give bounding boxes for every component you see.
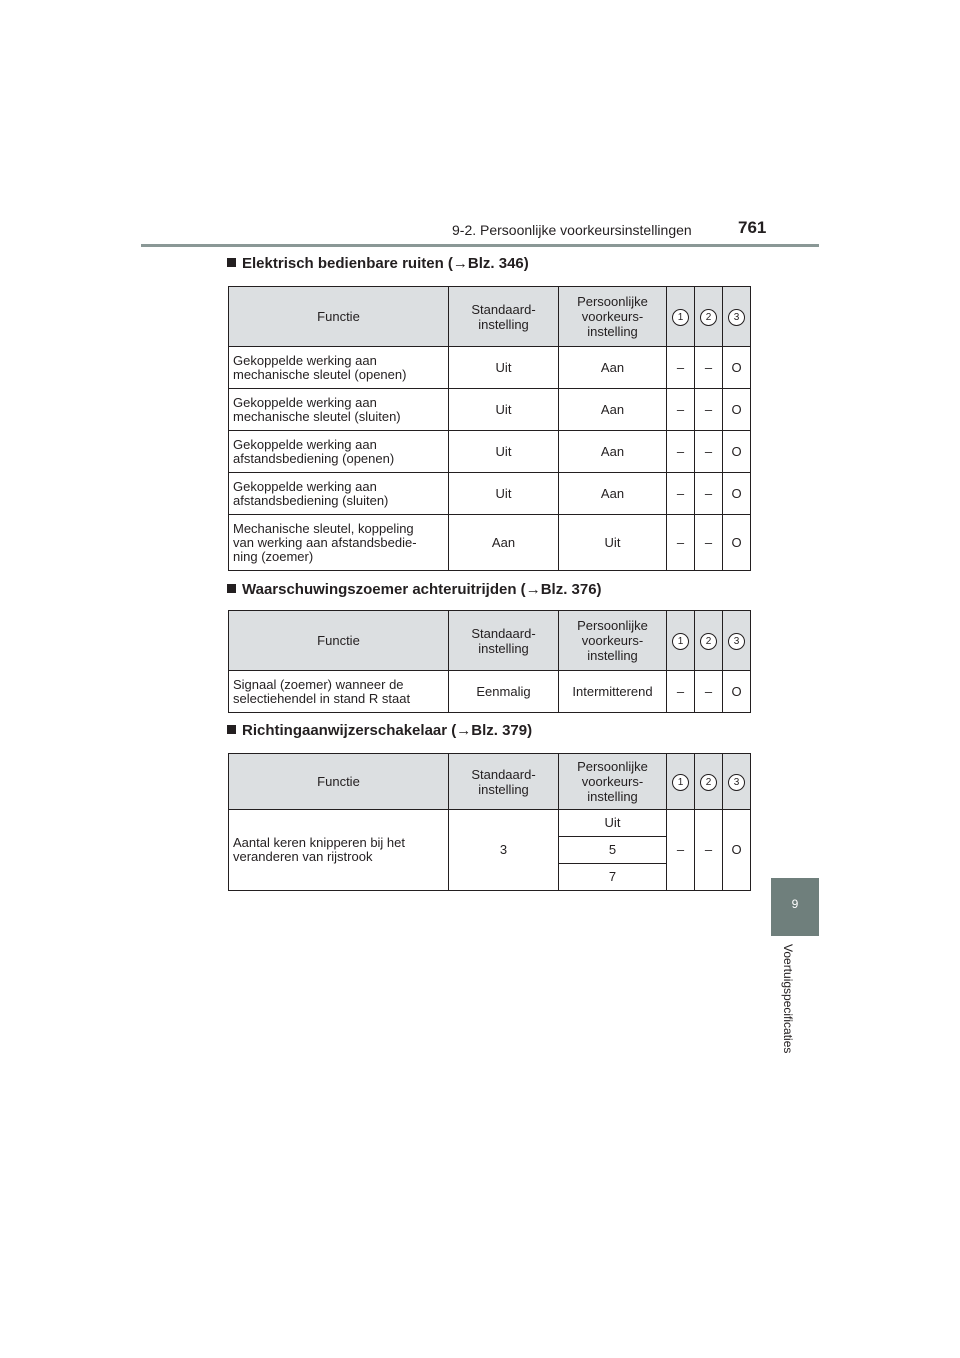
section-heading-ruiten: Elektrisch bedienbare ruiten (→Blz. 346) (227, 255, 529, 272)
page-reference-link[interactable]: Blz. 379) (471, 722, 533, 739)
table-header-row (229, 754, 751, 810)
column-header-personal: Persoonlijke voorkeurs- instelling (559, 611, 667, 671)
method-1-cell: – (667, 810, 695, 891)
personal-cell: Aan (559, 389, 667, 431)
default-cell: Uit (449, 473, 559, 515)
column-header-personal: Persoonlijke voorkeurs- instelling (559, 754, 667, 810)
method-2-cell: – (695, 810, 723, 891)
column-header-default: Standaard- instelling (449, 287, 559, 347)
chapter-number: 9 (791, 897, 799, 911)
method-3-cell: O (723, 347, 751, 389)
function-cell: Gekoppelde werking aan mechanische sleutel (sluiten) (229, 389, 449, 431)
table-row (229, 431, 751, 473)
personal-option-cell: Uit (559, 810, 667, 837)
method-3-cell: O (723, 389, 751, 431)
column-header-personal: Persoonlijke voorkeurs- instelling (559, 287, 667, 347)
personal-option-cell: 7 (559, 864, 667, 891)
circled-1-icon: 1 (672, 633, 689, 650)
circled-3-icon: 3 (728, 633, 745, 650)
default-cell: Uit (449, 347, 559, 389)
function-cell: Gekoppelde werking aan afstandsbediening (openen) (229, 431, 449, 473)
column-header-function: Functie (229, 287, 449, 347)
default-cell: Eenmalig (449, 671, 559, 713)
page-reference-link[interactable]: Blz. 346) (467, 255, 529, 272)
default-cell: 3 (449, 810, 559, 891)
circled-1-icon: 1 (672, 309, 689, 326)
settings-table-zoemer (228, 610, 751, 713)
personal-cell: Aan (559, 431, 667, 473)
chapter-label: Voertuigspecificaties (781, 944, 795, 1054)
circled-2-icon: 2 (700, 774, 717, 791)
function-cell: Signaal (zoemer) wanneer de selectiehendel in stand R staat (229, 671, 449, 713)
settings-table-ruiten (228, 286, 751, 571)
default-cell: Aan (449, 515, 559, 571)
page-number: 761 (738, 218, 767, 237)
arrow-right-icon: → (525, 581, 541, 598)
bullet-square-icon (227, 584, 236, 593)
circled-2-icon: 2 (700, 633, 717, 650)
personal-option-cell: 5 (559, 837, 667, 864)
method-1-cell: – (667, 671, 695, 713)
page-reference-link[interactable]: Blz. 376) (540, 581, 602, 598)
column-header-method-2 (695, 287, 723, 347)
method-3-cell: O (723, 671, 751, 713)
page-header-title: 9-2. Persoonlijke voorkeursinstellingen (452, 222, 692, 238)
function-cell: Aantal keren knipperen bij het veranderen van rijstrook (229, 810, 449, 891)
method-1-cell: – (667, 389, 695, 431)
column-header-default: Standaard- instelling (449, 611, 559, 671)
method-2-cell: – (695, 389, 723, 431)
column-header-method-3 (723, 287, 751, 347)
method-1-cell: – (667, 431, 695, 473)
header-divider (141, 244, 819, 247)
method-2-cell: – (695, 671, 723, 713)
method-1-cell: – (667, 347, 695, 389)
personal-cell: Aan (559, 473, 667, 515)
column-header-method-2 (695, 611, 723, 671)
settings-table-richtingaanwijzer (228, 753, 751, 891)
function-cell: Gekoppelde werking aan afstandsbediening (sluiten) (229, 473, 449, 515)
method-1-cell: – (667, 473, 695, 515)
method-3-cell: O (723, 431, 751, 473)
personal-cell: Intermitterend (559, 671, 667, 713)
section-heading-zoemer: Waarschuwingszoemer achteruitrijden (→Blz. 376) (227, 581, 602, 598)
column-header-method-1 (667, 287, 695, 347)
method-2-cell: – (695, 515, 723, 571)
circled-3-icon: 3 (728, 774, 745, 791)
column-header-method-1 (667, 754, 695, 810)
method-2-cell: – (695, 473, 723, 515)
circled-1-icon: 1 (672, 774, 689, 791)
table-row (229, 347, 751, 389)
method-2-cell: – (695, 347, 723, 389)
table-row (229, 515, 751, 571)
circled-3-icon: 3 (728, 309, 745, 326)
personal-cell: Uit (559, 515, 667, 571)
column-header-method-2 (695, 754, 723, 810)
default-cell: Uit (449, 431, 559, 473)
function-cell: Gekoppelde werking aan mechanische sleutel (openen) (229, 347, 449, 389)
table-row (229, 810, 751, 837)
function-cell: Mechanische sleutel, koppeling van werking aan afstandsbedie- ning (zoemer) (229, 515, 449, 571)
method-3-cell: O (723, 515, 751, 571)
column-header-default: Standaard- instelling (449, 754, 559, 810)
bullet-square-icon (227, 725, 236, 734)
column-header-method-1 (667, 611, 695, 671)
bullet-square-icon (227, 258, 236, 267)
column-header-method-3 (723, 754, 751, 810)
arrow-right-icon: → (456, 722, 472, 739)
section-heading-richtingaanwijzer: Richtingaanwijzerschakelaar (→Blz. 379) (227, 722, 532, 739)
circled-2-icon: 2 (700, 309, 717, 326)
method-3-cell: O (723, 810, 751, 891)
column-header-method-3 (723, 611, 751, 671)
table-row (229, 671, 751, 713)
method-2-cell: – (695, 431, 723, 473)
table-row (229, 473, 751, 515)
arrow-right-icon: → (452, 255, 468, 272)
column-header-function: Functie (229, 754, 449, 810)
column-header-function: Functie (229, 611, 449, 671)
chapter-tab (771, 878, 819, 936)
table-header-row (229, 611, 751, 671)
method-3-cell: O (723, 473, 751, 515)
method-1-cell: – (667, 515, 695, 571)
table-row (229, 389, 751, 431)
personal-cell: Aan (559, 347, 667, 389)
default-cell: Uit (449, 389, 559, 431)
table-header-row (229, 287, 751, 347)
